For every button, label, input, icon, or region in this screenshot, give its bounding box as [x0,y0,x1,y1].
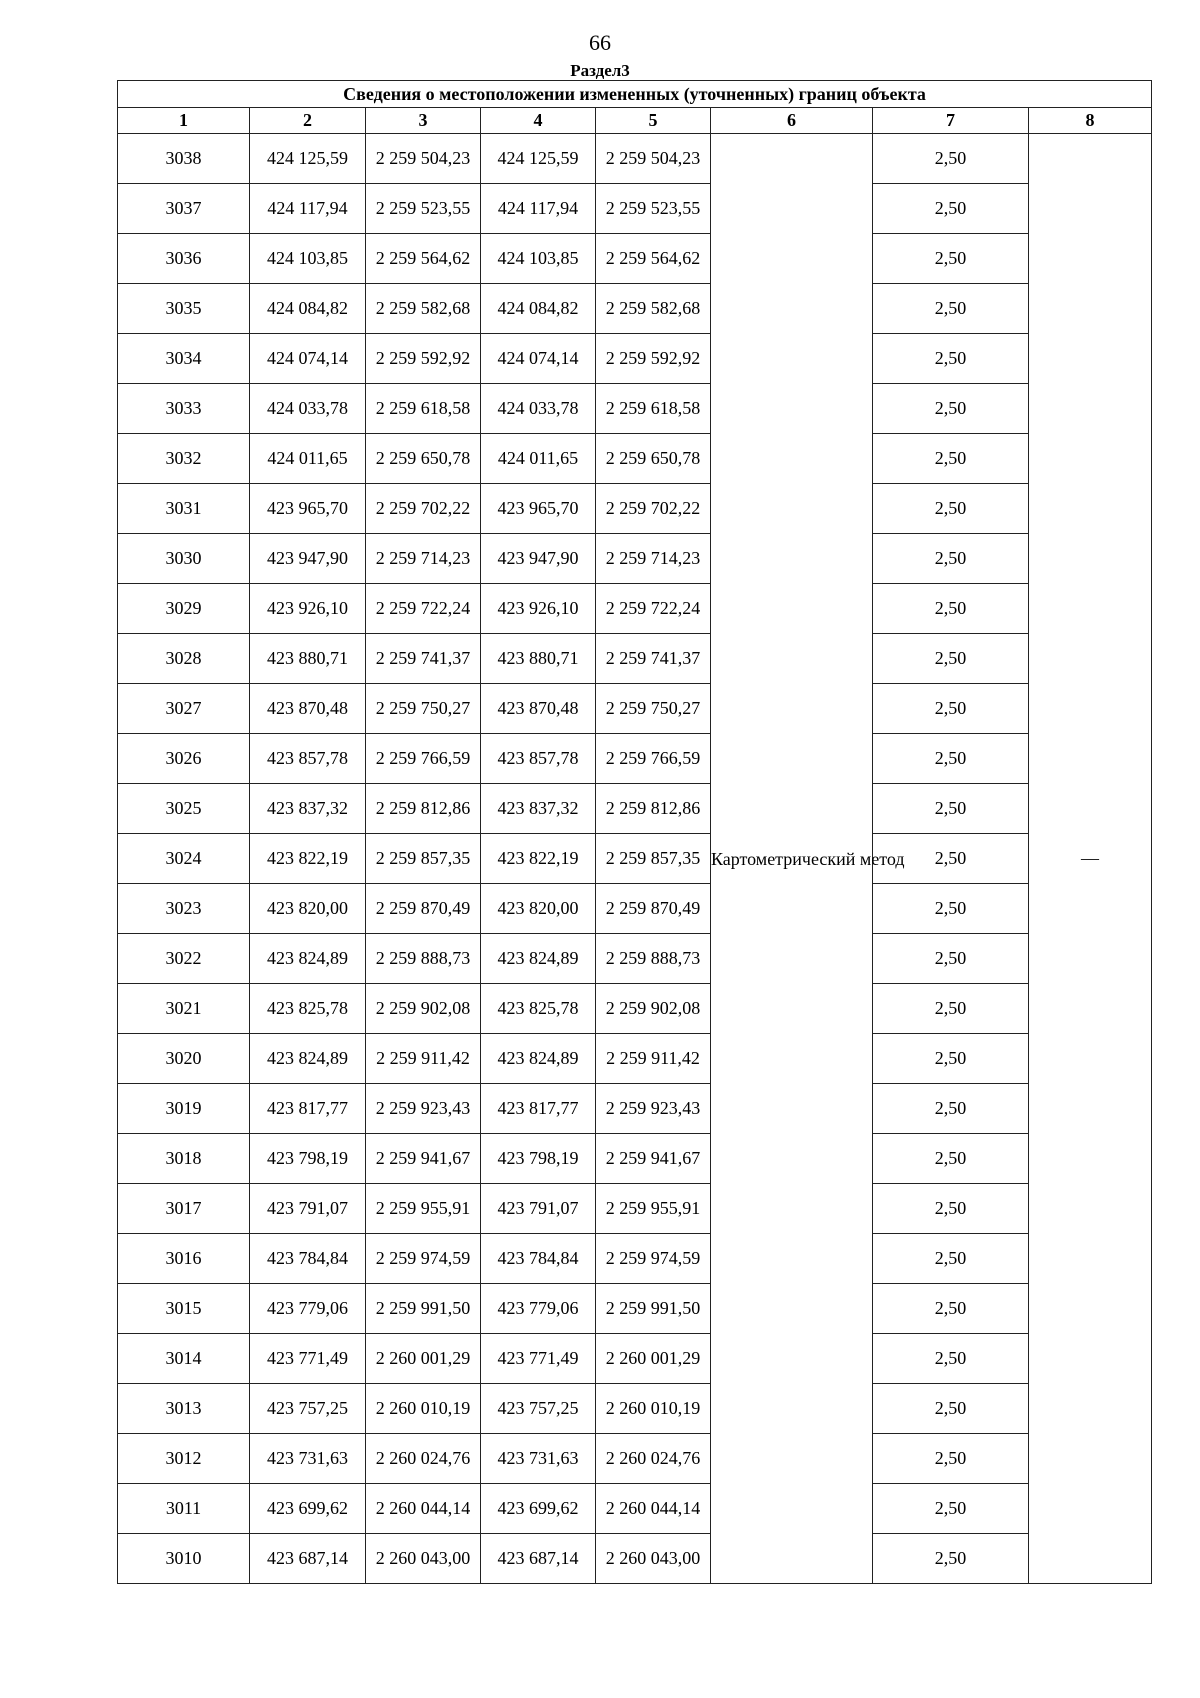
x-existing-cell: 423 880,71 [250,634,366,684]
y-refined-cell: 2 260 024,76 [596,1434,711,1484]
x-refined-cell: 423 870,48 [481,684,596,734]
y-existing-cell: 2 259 722,24 [366,584,481,634]
y-refined-cell: 2 260 001,29 [596,1334,711,1384]
table-row [118,884,1152,934]
x-existing-cell: 423 817,77 [250,1084,366,1134]
table-row [118,1084,1152,1134]
x-existing-cell: 423 687,14 [250,1534,366,1584]
table-body [118,134,1152,1584]
point-number-cell: 3031 [118,484,250,534]
section-title: Раздел3 [570,61,630,80]
y-existing-cell: 2 259 592,92 [366,334,481,384]
x-refined-cell: 423 824,89 [481,1034,596,1084]
y-existing-cell: 2 259 888,73 [366,934,481,984]
table-row [118,1384,1152,1434]
point-number-cell: 3012 [118,1434,250,1484]
point-number-cell: 3034 [118,334,250,384]
column-number: 4 [481,108,596,134]
y-existing-cell: 2 259 923,43 [366,1084,481,1134]
y-refined-cell: 2 259 911,42 [596,1034,711,1084]
x-existing-cell: 423 857,78 [250,734,366,784]
y-refined-cell: 2 259 923,43 [596,1084,711,1134]
point-number-cell: 3024 [118,834,250,884]
x-existing-cell: 423 771,49 [250,1334,366,1384]
accuracy-cell: 2,50 [873,184,1029,234]
accuracy-cell: 2,50 [873,1434,1029,1484]
point-number-cell: 3035 [118,284,250,334]
x-existing-cell: 423 822,19 [250,834,366,884]
x-existing-cell: 423 779,06 [250,1284,366,1334]
y-existing-cell: 2 259 902,08 [366,984,481,1034]
y-refined-cell: 2 259 888,73 [596,934,711,984]
y-existing-cell: 2 259 702,22 [366,484,481,534]
y-refined-cell: 2 259 592,92 [596,334,711,384]
y-refined-cell: 2 259 523,55 [596,184,711,234]
point-number-cell: 3037 [118,184,250,234]
x-refined-cell: 423 965,70 [481,484,596,534]
accuracy-cell: 2,50 [873,584,1029,634]
point-number-cell: 3023 [118,884,250,934]
column-number: 3 [366,108,481,134]
y-refined-cell: 2 259 812,86 [596,784,711,834]
method-cell: Картометрический метод [711,134,873,1584]
y-refined-cell: 2 259 650,78 [596,434,711,484]
table-row [118,1334,1152,1384]
y-refined-cell: 2 260 044,14 [596,1484,711,1534]
y-existing-cell: 2 259 582,68 [366,284,481,334]
x-existing-cell: 424 033,78 [250,384,366,434]
x-refined-cell: 423 784,84 [481,1234,596,1284]
table-row [118,1284,1152,1334]
coordinates-table [117,80,1152,1584]
x-existing-cell: 424 125,59 [250,134,366,184]
note-cell: — [1029,134,1152,1584]
accuracy-cell: 2,50 [873,134,1029,184]
accuracy-cell: 2,50 [873,784,1029,834]
y-existing-cell: 2 259 714,23 [366,534,481,584]
accuracy-cell: 2,50 [873,334,1029,384]
y-refined-cell: 2 259 991,50 [596,1284,711,1334]
accuracy-cell: 2,50 [873,1384,1029,1434]
x-existing-cell: 423 825,78 [250,984,366,1034]
x-existing-cell: 424 103,85 [250,234,366,284]
x-refined-cell: 423 857,78 [481,734,596,784]
x-existing-cell: 424 117,94 [250,184,366,234]
x-refined-cell: 423 798,19 [481,1134,596,1184]
y-existing-cell: 2 259 911,42 [366,1034,481,1084]
table-row [118,184,1152,234]
table-row [118,634,1152,684]
point-number-cell: 3038 [118,134,250,184]
y-refined-cell: 2 259 870,49 [596,884,711,934]
point-number-cell: 3020 [118,1034,250,1084]
x-refined-cell: 423 837,32 [481,784,596,834]
y-refined-cell: 2 259 722,24 [596,584,711,634]
x-refined-cell: 423 926,10 [481,584,596,634]
x-refined-cell: 424 074,14 [481,334,596,384]
accuracy-cell: 2,50 [873,984,1029,1034]
x-refined-cell: 423 731,63 [481,1434,596,1484]
y-existing-cell: 2 259 857,35 [366,834,481,884]
x-refined-cell: 424 117,94 [481,184,596,234]
x-refined-cell: 423 817,77 [481,1084,596,1134]
y-refined-cell: 2 259 955,91 [596,1184,711,1234]
x-existing-cell: 423 784,84 [250,1234,366,1284]
x-existing-cell: 423 824,89 [250,934,366,984]
y-refined-cell: 2 259 504,23 [596,134,711,184]
table-row [118,1134,1152,1184]
y-existing-cell: 2 259 991,50 [366,1284,481,1334]
x-existing-cell: 423 824,89 [250,1034,366,1084]
x-existing-cell: 423 837,32 [250,784,366,834]
table-row [118,784,1152,834]
column-number: 6 [711,108,873,134]
point-number-cell: 3030 [118,534,250,584]
table-row [118,1184,1152,1234]
accuracy-cell: 2,50 [873,734,1029,784]
y-existing-cell: 2 259 955,91 [366,1184,481,1234]
table-row [118,1034,1152,1084]
y-refined-cell: 2 259 702,22 [596,484,711,534]
x-existing-cell: 423 731,63 [250,1434,366,1484]
column-number: 8 [1029,108,1152,134]
x-refined-cell: 423 820,00 [481,884,596,934]
accuracy-cell: 2,50 [873,834,1029,884]
point-number-cell: 3019 [118,1084,250,1134]
point-number-cell: 3027 [118,684,250,734]
y-existing-cell: 2 260 024,76 [366,1434,481,1484]
y-refined-cell: 2 259 902,08 [596,984,711,1034]
accuracy-cell: 2,50 [873,1484,1029,1534]
accuracy-cell: 2,50 [873,684,1029,734]
y-existing-cell: 2 259 504,23 [366,134,481,184]
y-refined-cell: 2 259 941,67 [596,1134,711,1184]
point-number-cell: 3015 [118,1284,250,1334]
accuracy-cell: 2,50 [873,884,1029,934]
table-row [118,834,1152,884]
table-row [118,584,1152,634]
x-refined-cell: 423 771,49 [481,1334,596,1384]
point-number-cell: 3026 [118,734,250,784]
x-refined-cell: 424 011,65 [481,434,596,484]
point-number-cell: 3022 [118,934,250,984]
table-row [118,934,1152,984]
page-number: 66 [589,30,611,55]
point-number-cell: 3011 [118,1484,250,1534]
table-row [118,234,1152,284]
x-refined-cell: 423 822,19 [481,834,596,884]
accuracy-cell: 2,50 [873,384,1029,434]
accuracy-cell: 2,50 [873,234,1029,284]
accuracy-cell: 2,50 [873,934,1029,984]
x-refined-cell: 423 824,89 [481,934,596,984]
y-refined-cell: 2 259 750,27 [596,684,711,734]
table-row [118,534,1152,584]
column-number: 5 [596,108,711,134]
y-refined-cell: 2 259 618,58 [596,384,711,434]
column-number-row [118,108,1152,134]
accuracy-cell: 2,50 [873,1134,1029,1184]
table-row [118,1234,1152,1284]
point-number-cell: 3036 [118,234,250,284]
table-row [118,284,1152,334]
table-row [118,1484,1152,1534]
accuracy-cell: 2,50 [873,1534,1029,1584]
y-existing-cell: 2 259 941,67 [366,1134,481,1184]
x-refined-cell: 423 687,14 [481,1534,596,1584]
x-refined-cell: 424 084,82 [481,284,596,334]
x-refined-cell: 424 103,85 [481,234,596,284]
accuracy-cell: 2,50 [873,434,1029,484]
accuracy-cell: 2,50 [873,634,1029,684]
y-existing-cell: 2 259 741,37 [366,634,481,684]
column-number: 2 [250,108,366,134]
table-row [118,984,1152,1034]
table-row [118,134,1152,184]
x-refined-cell: 423 779,06 [481,1284,596,1334]
y-existing-cell: 2 259 618,58 [366,384,481,434]
table-row [118,334,1152,384]
x-existing-cell: 423 870,48 [250,684,366,734]
y-existing-cell: 2 259 974,59 [366,1234,481,1284]
y-refined-cell: 2 259 857,35 [596,834,711,884]
y-existing-cell: 2 259 812,86 [366,784,481,834]
accuracy-cell: 2,50 [873,1184,1029,1234]
accuracy-cell: 2,50 [873,1284,1029,1334]
x-existing-cell: 424 074,14 [250,334,366,384]
y-refined-cell: 2 260 010,19 [596,1384,711,1434]
y-existing-cell: 2 260 010,19 [366,1384,481,1434]
table-row [118,434,1152,484]
y-refined-cell: 2 259 564,62 [596,234,711,284]
y-refined-cell: 2 259 714,23 [596,534,711,584]
x-refined-cell: 423 757,25 [481,1384,596,1434]
x-existing-cell: 423 947,90 [250,534,366,584]
point-number-cell: 3025 [118,784,250,834]
y-refined-cell: 2 260 043,00 [596,1534,711,1584]
accuracy-cell: 2,50 [873,1334,1029,1384]
y-existing-cell: 2 259 750,27 [366,684,481,734]
x-refined-cell: 423 791,07 [481,1184,596,1234]
table-row [118,734,1152,784]
x-refined-cell: 423 880,71 [481,634,596,684]
y-refined-cell: 2 259 741,37 [596,634,711,684]
point-number-cell: 3032 [118,434,250,484]
table-row [118,684,1152,734]
point-number-cell: 3028 [118,634,250,684]
x-existing-cell: 423 926,10 [250,584,366,634]
point-number-cell: 3013 [118,1384,250,1434]
x-existing-cell: 423 757,25 [250,1384,366,1434]
column-number: 7 [873,108,1029,134]
y-existing-cell: 2 259 523,55 [366,184,481,234]
x-refined-cell: 423 825,78 [481,984,596,1034]
y-existing-cell: 2 259 650,78 [366,434,481,484]
accuracy-cell: 2,50 [873,1034,1029,1084]
point-number-cell: 3029 [118,584,250,634]
table-row [118,384,1152,434]
table-row [118,1434,1152,1484]
point-number-cell: 3033 [118,384,250,434]
point-number-cell: 3018 [118,1134,250,1184]
x-existing-cell: 424 011,65 [250,434,366,484]
y-refined-cell: 2 259 974,59 [596,1234,711,1284]
y-existing-cell: 2 259 564,62 [366,234,481,284]
accuracy-cell: 2,50 [873,1084,1029,1134]
x-existing-cell: 424 084,82 [250,284,366,334]
table-caption: Сведения о местоположении измененных (уточненных) границ объекта [118,81,1152,108]
accuracy-cell: 2,50 [873,1234,1029,1284]
table-row [118,1534,1152,1584]
x-existing-cell: 423 965,70 [250,484,366,534]
point-number-cell: 3021 [118,984,250,1034]
table-row [118,484,1152,534]
point-number-cell: 3016 [118,1234,250,1284]
accuracy-cell: 2,50 [873,534,1029,584]
x-refined-cell: 424 033,78 [481,384,596,434]
point-number-cell: 3017 [118,1184,250,1234]
y-existing-cell: 2 259 766,59 [366,734,481,784]
x-refined-cell: 423 699,62 [481,1484,596,1534]
y-refined-cell: 2 259 766,59 [596,734,711,784]
accuracy-cell: 2,50 [873,484,1029,534]
y-existing-cell: 2 260 043,00 [366,1534,481,1584]
y-refined-cell: 2 259 582,68 [596,284,711,334]
point-number-cell: 3010 [118,1534,250,1584]
x-existing-cell: 423 820,00 [250,884,366,934]
x-refined-cell: 424 125,59 [481,134,596,184]
column-number: 1 [118,108,250,134]
accuracy-cell: 2,50 [873,284,1029,334]
x-existing-cell: 423 791,07 [250,1184,366,1234]
y-existing-cell: 2 260 001,29 [366,1334,481,1384]
x-refined-cell: 423 947,90 [481,534,596,584]
point-number-cell: 3014 [118,1334,250,1384]
y-existing-cell: 2 259 870,49 [366,884,481,934]
x-existing-cell: 423 798,19 [250,1134,366,1184]
y-existing-cell: 2 260 044,14 [366,1484,481,1534]
x-existing-cell: 423 699,62 [250,1484,366,1534]
